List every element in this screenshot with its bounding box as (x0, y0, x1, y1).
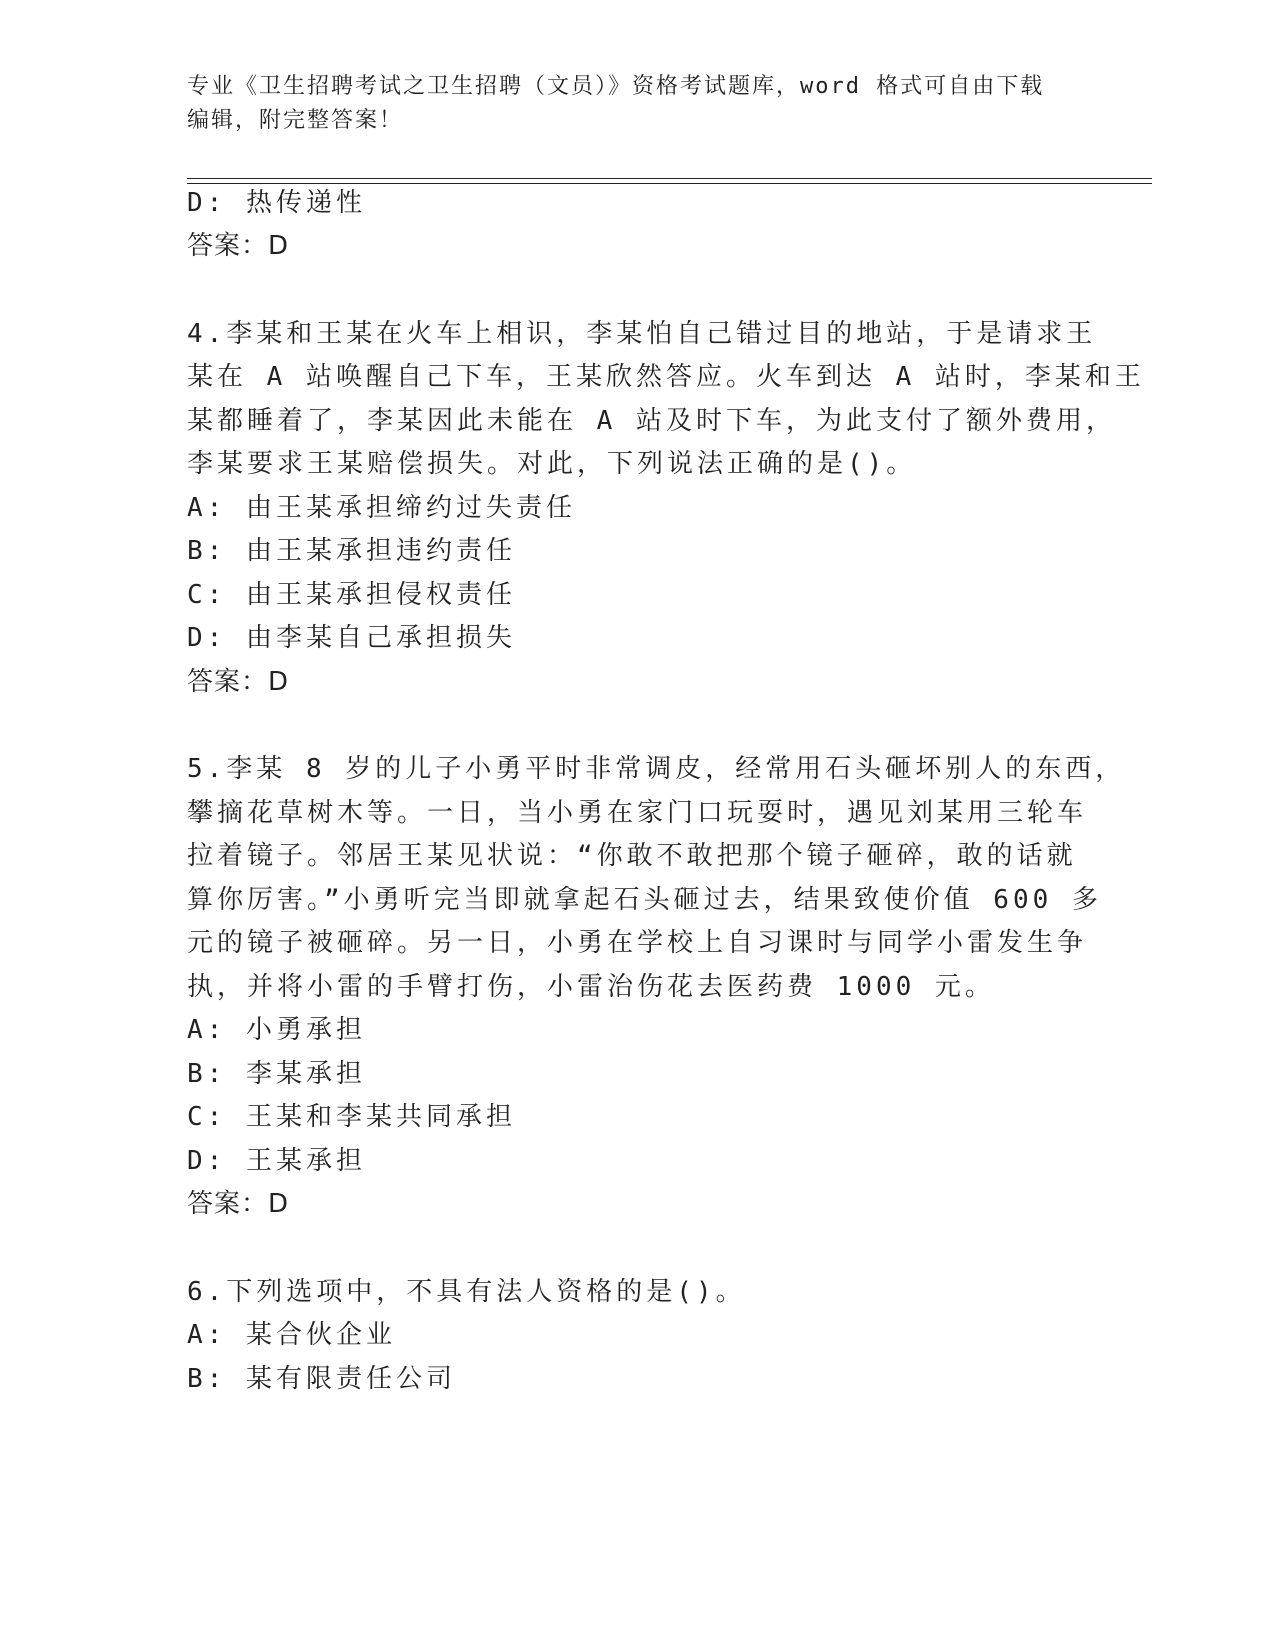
q4-text-line-2: 某在 A 站唤醒自己下车，王某欣然答应。火车到达 A 站时，李某和王 (187, 362, 1145, 392)
q4-option-b: B: 由王某承担违约责任 (187, 536, 516, 566)
q5-text-line-6: 执，并将小雷的手臂打伤，小雷治伤花去医药费 1000 元。 (187, 972, 995, 1002)
header-line-1: 专业《卫生招聘考试之卫生招聘（文员）》资格考试题库，word 格式可自由下载 (187, 74, 1045, 99)
q5-text-line-2: 攀摘花草树木等。一日，当小勇在家门口玩耍时，遇见刘某用三轮车 (187, 798, 1088, 828)
header-line-2: 编辑，附完整答案！ (187, 108, 404, 133)
header-divider-bottom (187, 183, 1152, 184)
q5-answer: 答案：D (187, 1189, 290, 1219)
q5-option-a: A: 小勇承担 (187, 1015, 366, 1045)
q6-option-b: B: 某有限责任公司 (187, 1364, 456, 1394)
q3-option-d: D: 热传递性 (187, 188, 366, 218)
q4-option-a: A: 由王某承担缔约过失责任 (187, 493, 576, 523)
q4-text-line-1: 4.李某和王某在火车上相识，李某怕自己错过目的地站，于是请求王 (187, 319, 1097, 349)
q4-option-d: D: 由李某自己承担损失 (187, 623, 516, 653)
q5-option-d: D: 王某承担 (187, 1146, 366, 1176)
q4-answer: 答案：D (187, 667, 290, 697)
q6-text-line-1: 6.下列选项中，不具有法人资格的是()。 (187, 1277, 746, 1307)
q5-option-c: C: 王某和李某共同承担 (187, 1102, 516, 1132)
q6-option-a: A: 某合伙企业 (187, 1320, 396, 1350)
q5-text-line-3: 拉着镜子。邻居王某见状说：“你敢不敢把那个镜子砸碎，敢的话就 (187, 841, 1077, 871)
q5-text-line-5: 元的镜子被砸碎。另一日，小勇在学校上自习课时与同学小雷发生争 (187, 928, 1088, 958)
document-header (187, 70, 1087, 138)
q3-answer: 答案：D (187, 231, 290, 261)
header-divider-top (187, 178, 1152, 179)
q5-text-line-1: 5.李某 8 岁的儿子小勇平时非常调皮，经常用石头砸坏别人的东西， (187, 754, 1126, 784)
q5-text-line-4: 算你厉害。”小勇听完当即就拿起石头砸过去，结果致使价值 600 多 (187, 885, 1102, 915)
q5-option-b: B: 李某承担 (187, 1059, 366, 1089)
q4-text-line-4: 李某要求王某赔偿损失。对此，下列说法正确的是()。 (187, 449, 917, 479)
q4-text-line-3: 某都睡着了，李某因此未能在 A 站及时下车，为此支付了额外费用， (187, 406, 1116, 436)
q4-option-c: C: 由王某承担侵权责任 (187, 580, 516, 610)
